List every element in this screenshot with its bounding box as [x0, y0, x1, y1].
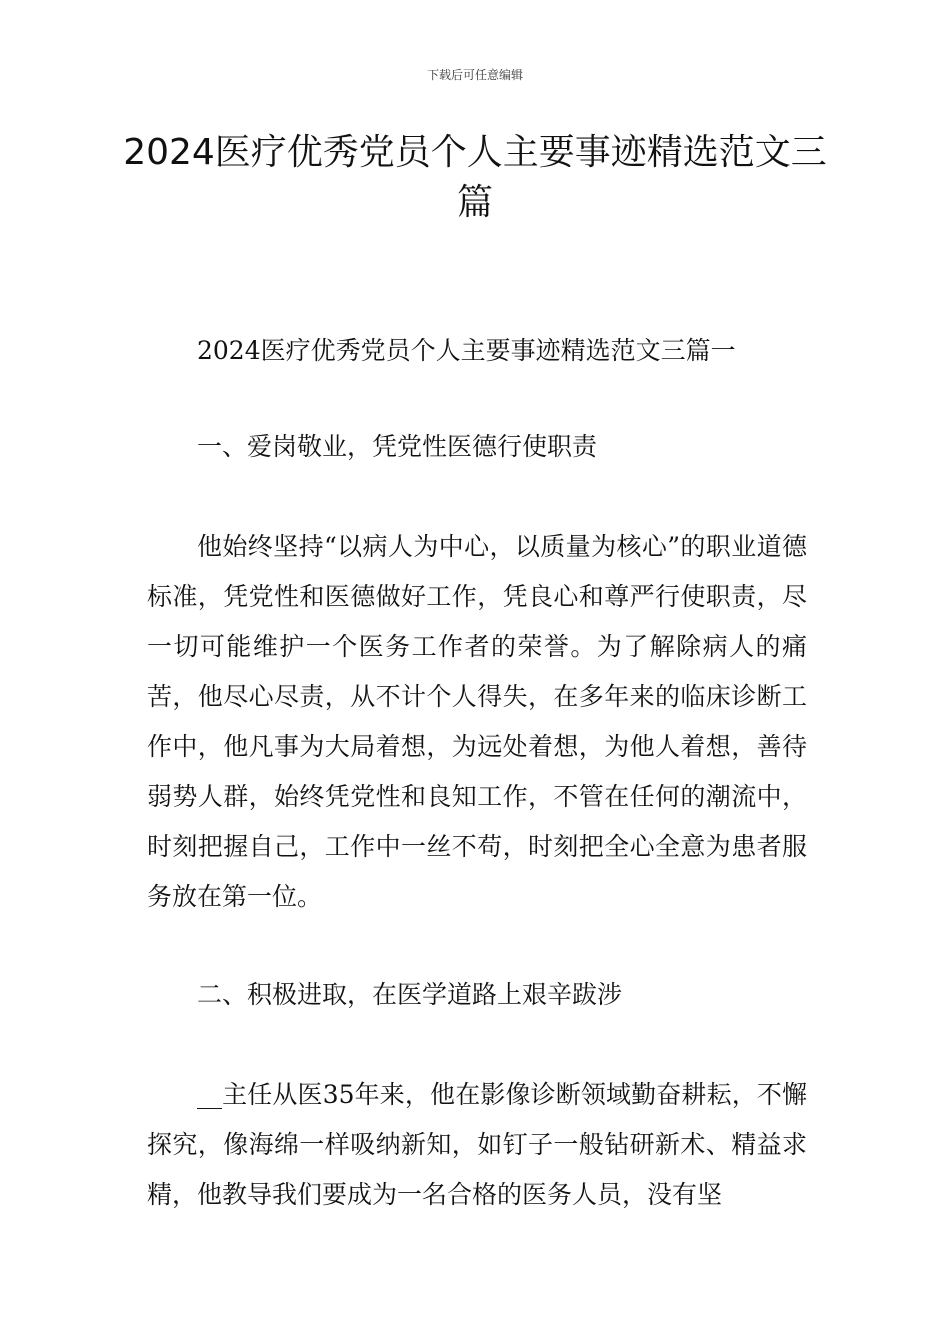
document-subtitle: 2024医疗优秀党员个人主要事迹精选范文三篇一: [197, 336, 736, 365]
section-2-paragraph: __主任从医35年来，他在影像诊断领域勤奋耕耘，不懈探究，像海绵一样吸纳新知，如钉子一般钻研新术、精益求精，他教导我们要成为一名合格的医务人员，没有坚: [147, 1080, 807, 1209]
document-title: 2024医疗优秀党员个人主要事迹精选范文三篇: [123, 132, 827, 223]
header-note: 下载后可任意编辑: [426, 68, 523, 82]
section-2-heading: 二、积极进取，在医学道路上艰辛跋涉: [197, 980, 623, 1009]
section-1-heading: 一、爱岗敬业，凭党性医德行使职责: [197, 432, 598, 461]
section-1-paragraph: 他始终坚持“以病人为中心，以质量为核心”的职业道德标准，凭党性和医德做好工作，凭良心和尊严行使职责，尽一切可能维护一个医务工作者的荣誉。为了解除病人的痛苦，他尽心尽责，从不计个人得失，在多年来的临床诊断工作中，他凡事为大局着想，为远处着想，为他人着想，善待弱势人群，始终凭党性和良知工作，不管在任何的潮流中，时刻把握自己，工作中一丝不苟，时刻把全心全意为患者服务放在第一位。: [147, 532, 807, 911]
